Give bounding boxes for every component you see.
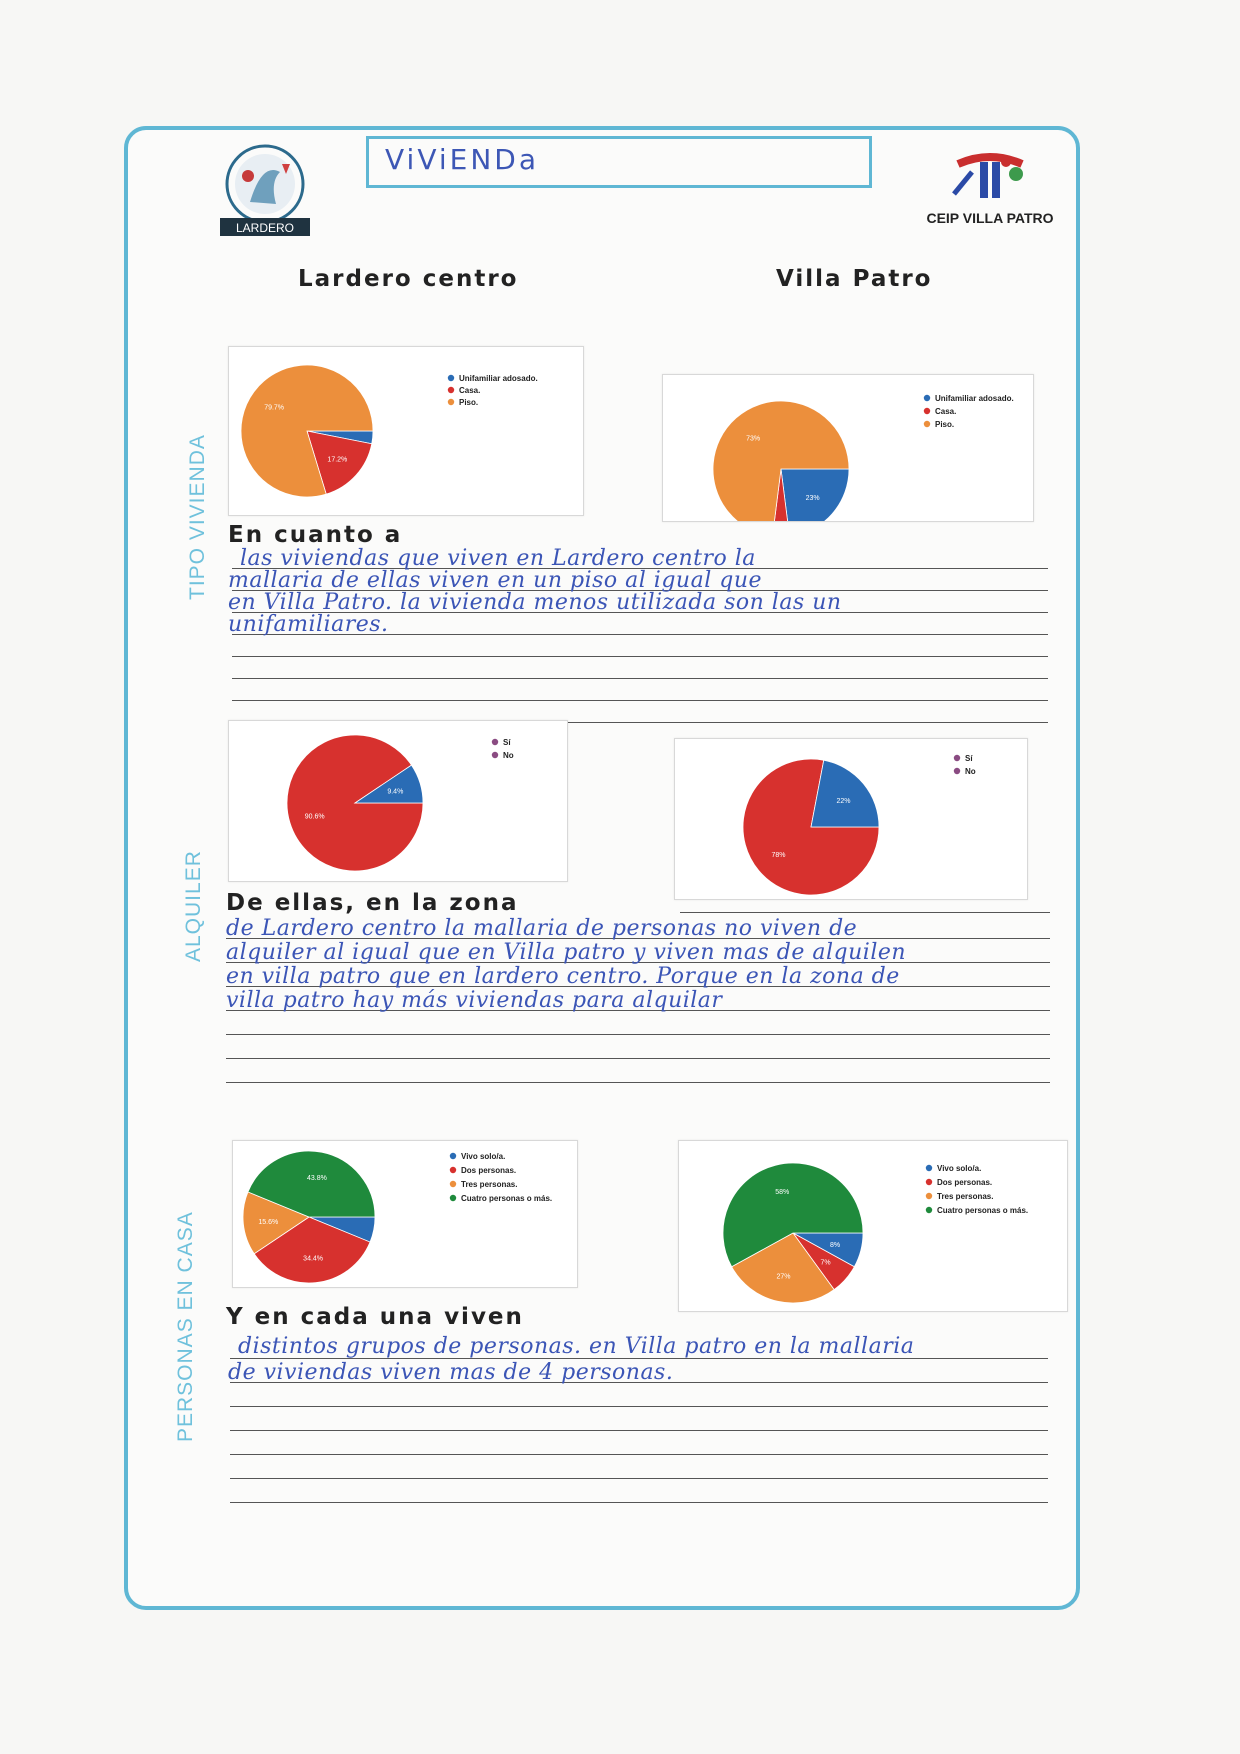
- pie-chart-lardero-tipo: [229, 347, 583, 515]
- handwritten-answer-line: las viviendas que viven en Lardero centro la: [240, 546, 756, 571]
- legend-label: Piso.: [935, 420, 955, 429]
- answer-line: [226, 1058, 1050, 1059]
- handwritten-answer-line: unifamiliares.: [228, 612, 389, 637]
- legend-marker: [450, 1167, 456, 1173]
- legend-marker: [926, 1193, 932, 1199]
- pie-chart-villa-tipo: [663, 375, 1033, 521]
- side-label-personas-en-casa: PERSONAS EN CASA: [174, 1211, 197, 1442]
- pie-slice-label: 58%: [775, 1188, 790, 1196]
- legend-label: Sí: [503, 738, 511, 747]
- answer-line: [230, 1478, 1048, 1479]
- pie-chart-villa-alquiler: [675, 739, 1027, 899]
- handwritten-answer-line: en villa patro que en lardero centro. Porque en la zona de: [226, 964, 900, 989]
- legend-marker: [924, 408, 930, 414]
- handwritten-answer-line: villa patro hay más viviendas para alquilar: [226, 988, 723, 1013]
- title-box: [366, 136, 872, 188]
- legend-marker: [492, 752, 498, 758]
- legend-marker: [926, 1179, 932, 1185]
- legend-marker: [448, 387, 454, 393]
- handwritten-answer-line: distintos grupos de personas. en Villa patro en la mallaria: [238, 1334, 915, 1359]
- legend-label: Dos personas.: [461, 1166, 517, 1175]
- column-title-lardero: Lardero centro: [298, 266, 519, 292]
- pie-slice-label: 43.8%: [306, 1174, 327, 1182]
- legend-label: Cuatro personas o más.: [461, 1194, 553, 1203]
- pie-chart-lardero-alquiler: [229, 721, 567, 881]
- legend-label: No: [503, 751, 514, 760]
- pie-chart-lardero-personas: [233, 1141, 577, 1287]
- legend-label: Casa.: [459, 386, 481, 395]
- answer-line: [230, 1406, 1048, 1407]
- logo-banner-text: LARDERO: [235, 221, 295, 235]
- pie-slice-label: 79.7%: [264, 404, 285, 412]
- answer-line: [226, 1034, 1050, 1035]
- legend-marker: [954, 755, 960, 761]
- pie-slice-label: 27%: [776, 1273, 791, 1281]
- handwritten-answer-line: de viviendas viven mas de 4 personas.: [228, 1360, 674, 1385]
- legend-label: Casa.: [935, 407, 957, 416]
- legend-label: Vivo solo/a.: [461, 1152, 506, 1161]
- pie-slice-label: 8%: [829, 1241, 841, 1249]
- chart-card-lardero-tipo: [228, 346, 584, 516]
- legend-label: Tres personas.: [461, 1180, 518, 1189]
- legend-label: Piso.: [459, 398, 479, 407]
- side-label-alquiler: ALQUILER: [182, 850, 205, 962]
- answer-line: [680, 912, 1050, 913]
- legend-label: Vivo solo/a.: [937, 1164, 982, 1173]
- worksheet-title: ViViENDa: [385, 143, 539, 176]
- legend-label: Dos personas.: [937, 1178, 993, 1187]
- chart-card-lardero-personas: [232, 1140, 578, 1288]
- answer-line: [230, 1502, 1048, 1503]
- prompt-tipo-vivienda: En cuanto a: [228, 522, 403, 548]
- legend-marker: [450, 1181, 456, 1187]
- answer-line: [226, 1082, 1050, 1083]
- legend-label: Tres personas.: [937, 1192, 994, 1201]
- answer-line: [232, 700, 1048, 701]
- answer-line: [232, 678, 1048, 679]
- pie-slice-label: 15.6%: [258, 1219, 279, 1227]
- answer-line: [232, 656, 1048, 657]
- pie-slice-label: 23%: [805, 494, 820, 502]
- pie-slice-label: 9.4%: [387, 788, 404, 796]
- answer-line: [230, 1454, 1048, 1455]
- pie-slice-label: 34.4%: [303, 1255, 324, 1263]
- chart-card-villa-tipo: [662, 374, 1034, 522]
- handwritten-answer-line: de Lardero centro la mallaria de personas no viven de: [226, 916, 858, 941]
- legend-marker: [448, 399, 454, 405]
- legend-marker: [450, 1153, 456, 1159]
- school-logo: [950, 142, 1030, 207]
- handwritten-answer-line: mallaria de ellas viven en un piso al igual que: [228, 568, 763, 593]
- pie-slice-label: 78%: [771, 851, 786, 859]
- chart-card-lardero-alquiler: [228, 720, 568, 882]
- prompt-alquiler: De ellas, en la zona: [226, 890, 519, 916]
- legend-marker: [450, 1195, 456, 1201]
- handwritten-answer-line: en Villa Patro. la vivienda menos utilizada son las un: [228, 590, 842, 615]
- legend-marker: [924, 421, 930, 427]
- pie-slice-label: 90.6%: [304, 813, 325, 821]
- legend-marker: [926, 1207, 932, 1213]
- legend-marker: [954, 768, 960, 774]
- legend-label: Sí: [965, 754, 973, 763]
- legend-label: Unifamiliar adosado.: [459, 374, 538, 383]
- pie-slice-label: 73%: [746, 435, 761, 443]
- lardero-logo: [210, 142, 320, 247]
- school-name: CEIP VILLA PATRO: [926, 210, 1054, 226]
- legend-marker: [492, 739, 498, 745]
- pie-slice-label: 22%: [836, 798, 851, 806]
- chart-card-villa-personas: [678, 1140, 1068, 1312]
- legend-marker: [926, 1165, 932, 1171]
- pie-chart-villa-personas: [679, 1141, 1067, 1311]
- legend-label: Cuatro personas o más.: [937, 1206, 1029, 1215]
- column-title-villa-patro: Villa Patro: [776, 266, 933, 292]
- pie-slice-label: 7%: [820, 1259, 831, 1267]
- chart-card-villa-alquiler: [674, 738, 1028, 900]
- legend-label: No: [965, 767, 976, 776]
- handwritten-answer-line: alquiler al igual que en Villa patro y viven mas de alquilen: [226, 940, 907, 965]
- legend-marker: [924, 395, 930, 401]
- prompt-personas: Y en cada una viven: [226, 1304, 524, 1330]
- pie-slice-label: 17.2%: [327, 456, 348, 464]
- legend-label: Unifamiliar adosado.: [935, 394, 1014, 403]
- side-label-tipo-vivienda: TIPO VIVIENDA: [186, 434, 209, 600]
- answer-line: [230, 1430, 1048, 1431]
- legend-marker: [448, 375, 454, 381]
